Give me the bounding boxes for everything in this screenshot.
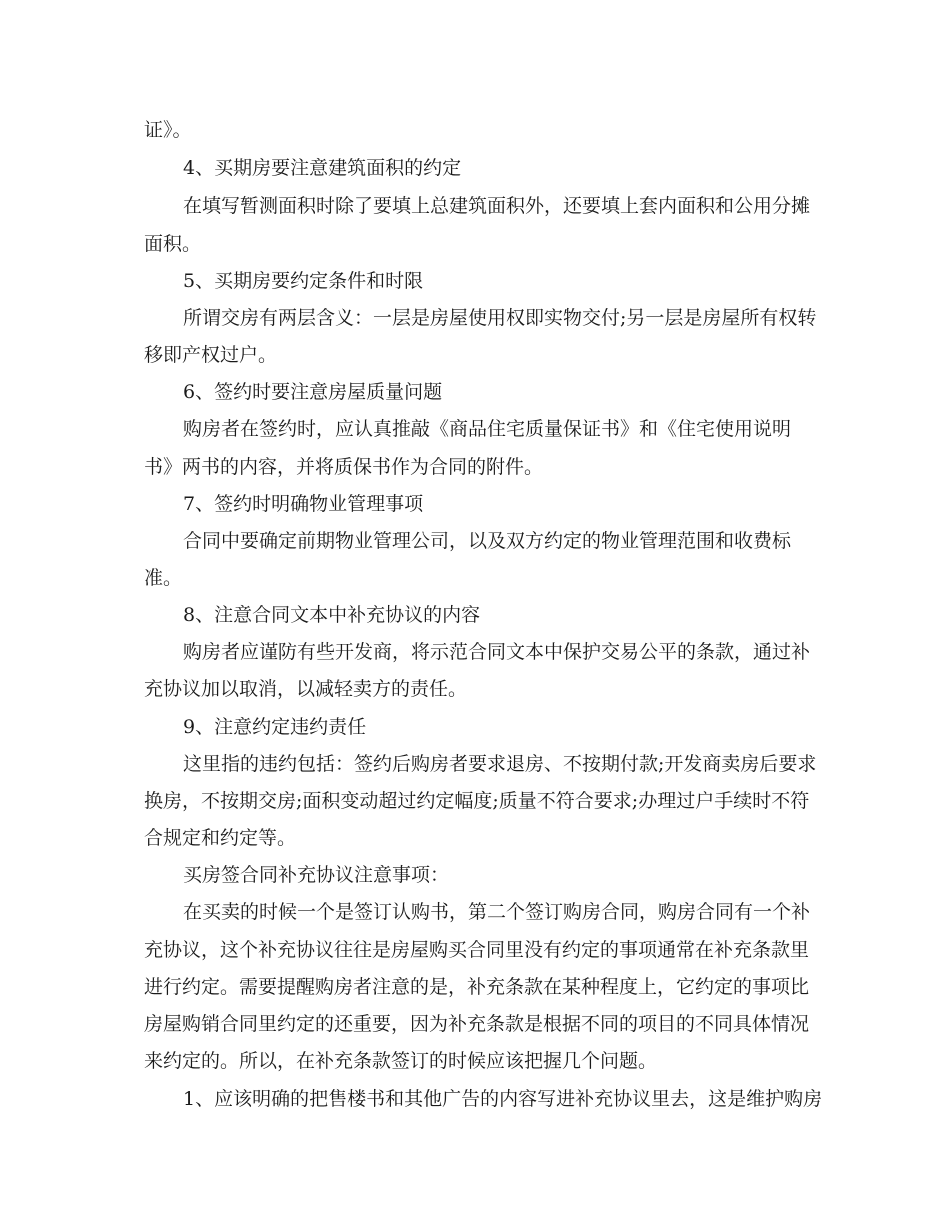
text-line: 进行约定。需要提醒购房者注意的是，补充条款在某种程度上，它约定的事项比	[144, 976, 810, 998]
text-line: 换房，不按期交房;面积变动超过约定幅度;质量不符合要求;办理过户手续时不符	[144, 790, 810, 812]
section-heading: 6、签约时要注意房屋质量问题	[183, 381, 443, 403]
section-heading: 买房签合同补充协议注意事项：	[183, 864, 450, 886]
text-line: 在填写暂测面积时除了要填上总建筑面积外，还要填上套内面积和公用分摊	[183, 195, 811, 217]
text-line: 充协议，这个补充协议往往是房屋购买合同里没有约定的事项通常在补充条款里	[144, 939, 810, 961]
section-heading: 9、注意约定违约责任	[183, 716, 367, 738]
section-heading: 8、注意合同文本中补充协议的内容	[183, 604, 481, 626]
section-heading: 4、买期房要注意建筑面积的约定	[183, 157, 462, 179]
text-line: 合规定和约定等。	[144, 827, 297, 849]
section-heading: 1、应该明确的把售楼书和其他广告的内容写进补充协议里去，这是维护购房	[183, 1088, 823, 1110]
text-line: 移即产权过户。	[144, 344, 278, 366]
text-line: 书》两书的内容，并将质保书作为合同的附件。	[144, 456, 544, 478]
text-line: 准。	[144, 567, 183, 589]
section-heading: 7、签约时明确物业管理事项	[183, 493, 424, 515]
text-line: 面积。	[144, 233, 202, 255]
text-line: 购房者应谨防有些开发商，将示范合同文本中保护交易公平的条款，通过补	[183, 641, 811, 663]
text-line: 这里指的违约包括：签约后购房者要求退房、不按期付款;开发商卖房后要求	[183, 753, 817, 775]
text-line: 充协议加以取消，以减轻卖方的责任。	[144, 678, 468, 700]
text-line: 来约定的。所以，在补充条款签订的时候应该把握几个问题。	[144, 1050, 658, 1072]
text-line: 所谓交房有两层含义：一层是房屋使用权即实物交付;另一层是房屋所有权转	[183, 307, 817, 329]
text-line: 购房者在签约时，应认真推敲《商品住宅质量保证书》和《住宅使用说明	[183, 418, 792, 440]
text-line: 合同中要确定前期物业管理公司，以及双方约定的物业管理范围和收费标	[183, 530, 792, 552]
text-line: 在买卖的时候一个是签订认购书，第二个签订购房合同，购房合同有一个补	[183, 901, 811, 923]
text-line: 房屋购销合同里约定的还重要，因为补充条款是根据不同的项目的不同具体情况	[144, 1013, 810, 1035]
text-line: 证》。	[144, 119, 192, 141]
section-heading: 5、买期房要约定条件和时限	[183, 270, 424, 292]
